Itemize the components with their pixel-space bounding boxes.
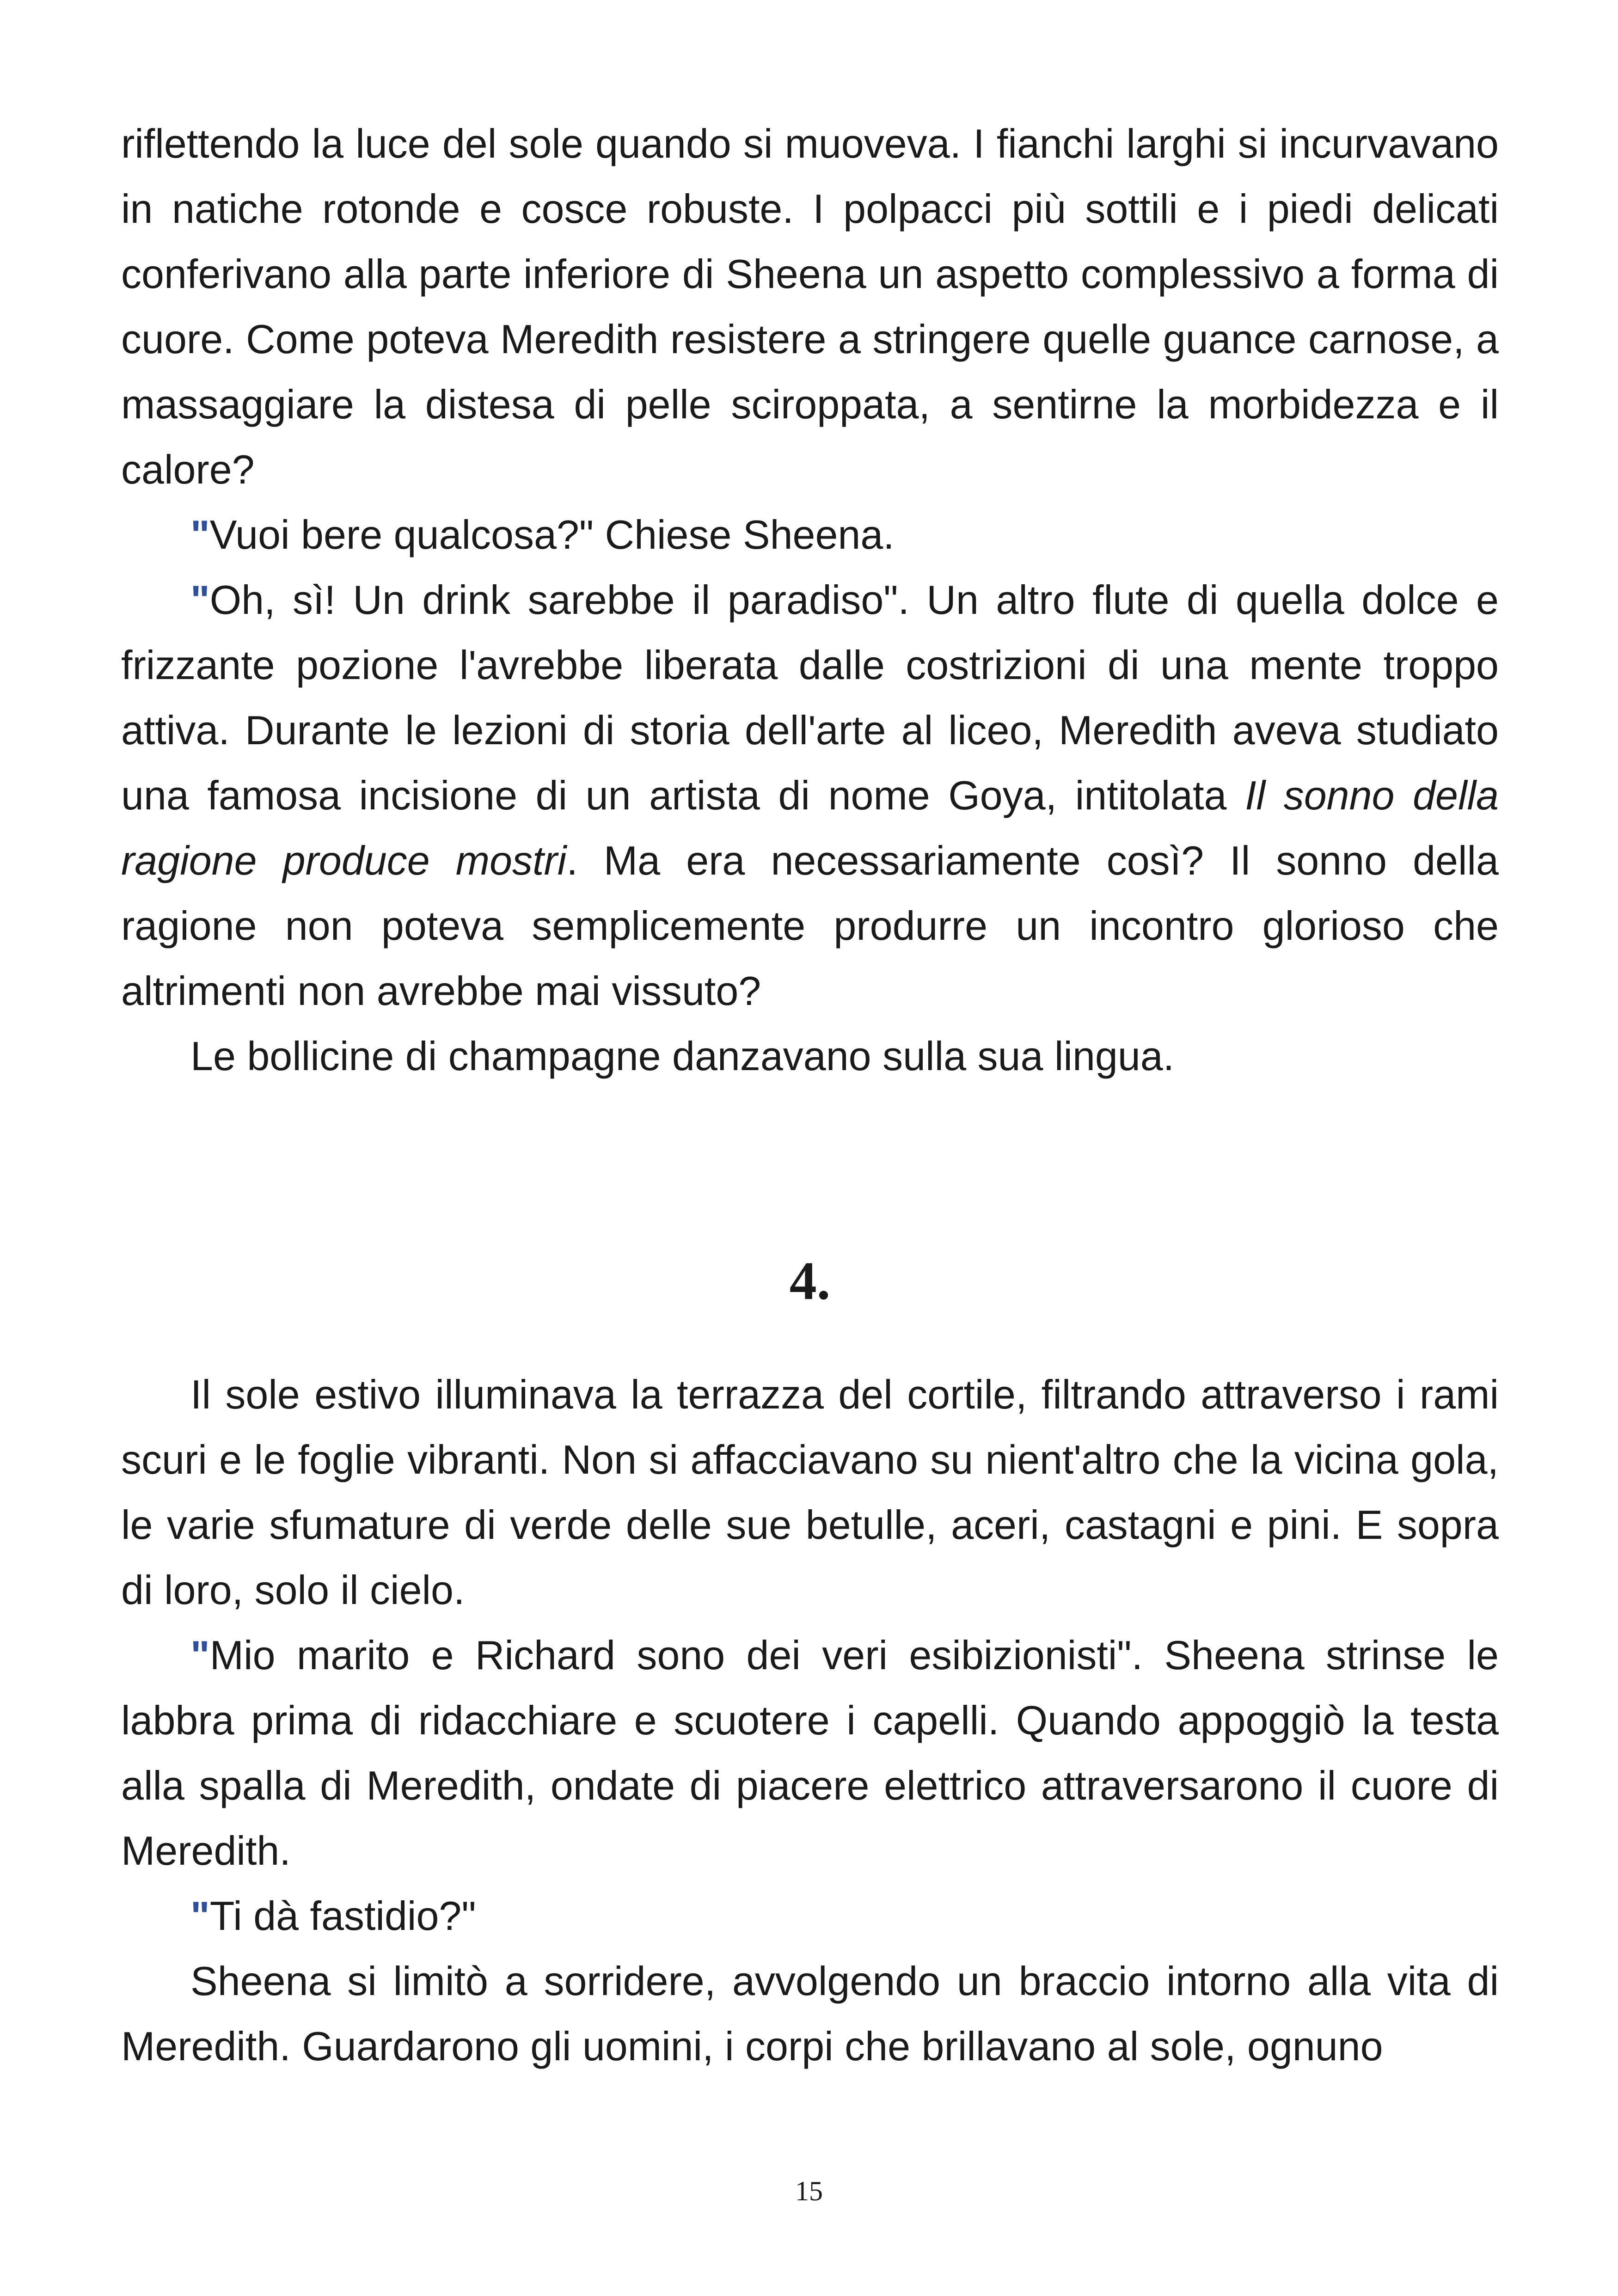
paragraph-text: Vuoi bere qualcosa?" Chiese Sheena. xyxy=(209,512,895,557)
page-number: 15 xyxy=(795,2176,823,2206)
quote-mark: " xyxy=(190,577,210,623)
dialogue-paragraph xyxy=(121,1883,1499,1948)
document-page xyxy=(121,111,1499,2079)
paragraph: Sheena si limitò a sorridere, avvolgendo un braccio intorno alla vita di Meredith. Guardarono gli uomini, i corpi che brillavano al sole, ognuno xyxy=(121,1958,1499,2069)
quote-mark: " xyxy=(190,1893,210,1939)
paragraph: Il sole estivo illuminava la terrazza del cortile, filtrando attraverso i rami scuri e le foglie vibranti. Non si affacciavano su nient'altro che la vicina gola, le varie sfumature di verde delle sue betulle, aceri, castagni e pini. E sopra di loro, solo il cielo. xyxy=(121,1371,1499,1613)
paragraph-text: Oh, sì! Un drink sarebbe il paradiso". Un altro flute di quella dolce e frizzante pozione l'avrebbe liberata dalle costrizioni di una mente troppo attiva. Durante le lezioni di storia dell'arte al liceo, Meredith aveva studiato una famosa incisione di un artista di nome Goya, intitolata xyxy=(121,577,1499,818)
paragraph-text: . Ma era necessariamente così? Il sonno della ragione non poteva semplicemente produrre un incontro glorioso che altrimenti non avrebbe mai vissuto? xyxy=(121,838,1499,1014)
dialogue-paragraph xyxy=(121,1623,1499,1883)
artwork-title: Il sonno della ragione produce mostri xyxy=(121,772,1499,883)
paragraph-text: Ti dà fastidio?" xyxy=(209,1893,476,1939)
paragraph: riflettendo la luce del sole quando si muoveva. I fianchi larghi si incurvavano in natiche rotonde e cosce robuste. I polpacci più sottili e i piedi delicati conferivano alla parte inferiore di Sheena un aspetto complessivo a forma di cuore. Come poteva Meredith resistere a stringere quelle guance carnose, a massaggiare la distesa di pelle sciroppata, a sentirne la morbidezza e il calore? xyxy=(121,121,1499,492)
dialogue-paragraph xyxy=(121,502,1499,567)
paragraph-text: Mio marito e Richard sono dei veri esibizionisti". Sheena strinse le labbra prima di ridacchiare e scuotere i capelli. Quando appoggiò la testa alla spalla di Meredith, ondate di piacere elettrico attraversarono il cuore di Meredith. xyxy=(121,1632,1499,1874)
dialogue-paragraph xyxy=(121,567,1499,1023)
paragraph: Le bollicine di champagne danzavano sulla sua lingua. xyxy=(190,1033,1175,1079)
quote-mark: " xyxy=(190,1632,210,1678)
quote-mark: " xyxy=(190,512,210,557)
chapter-heading: 4. xyxy=(789,1250,831,1311)
